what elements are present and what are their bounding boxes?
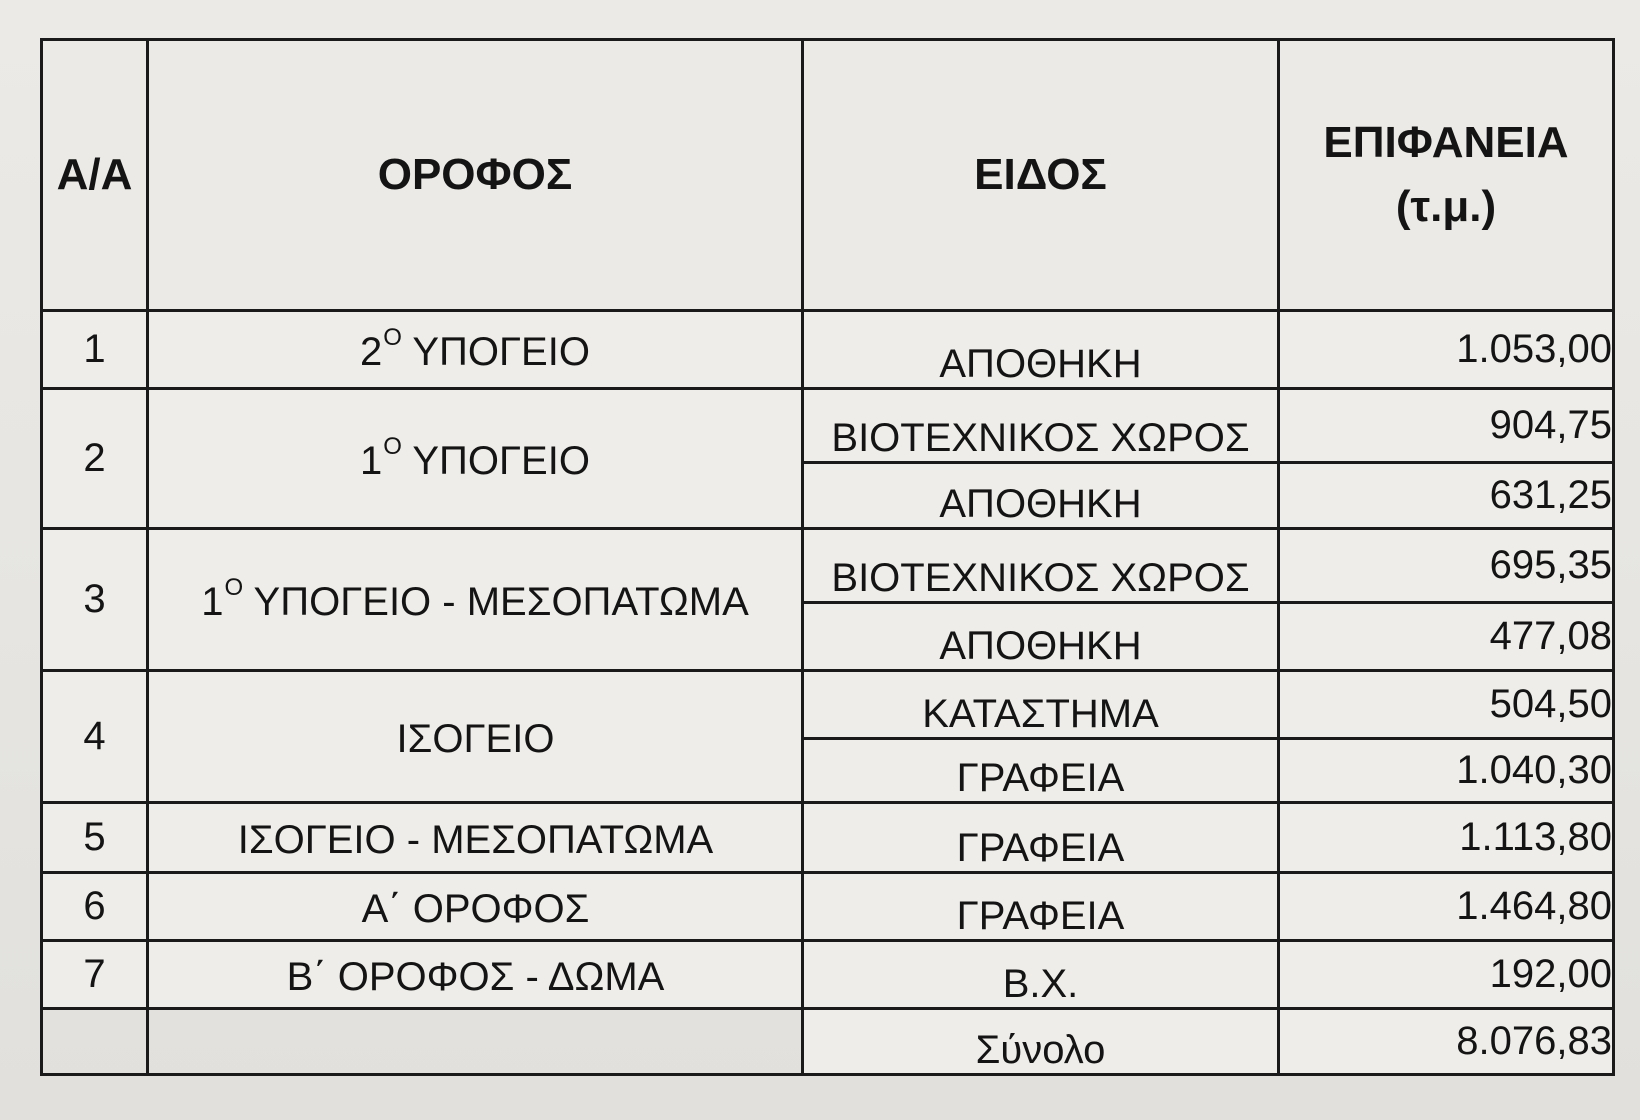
table-row (42, 873, 1614, 941)
area-cell: 695,35 (1279, 529, 1614, 603)
floor-number: 1 (201, 580, 224, 624)
area-cell: 504,50 (1279, 671, 1614, 739)
floor-label: ΥΠΟΓΕΙΟ (401, 439, 590, 483)
floor-cell (148, 311, 803, 389)
floor-cell (148, 671, 803, 803)
floor-label: ΙΣΟΓΕΙΟ - ΜΕΣΟΠΑΤΩΜΑ (237, 818, 714, 862)
row-number-cell: 1 (42, 311, 148, 389)
header-kind: ΕΙΔΟΣ (803, 40, 1279, 311)
area-cell: 192,00 (1279, 941, 1614, 1009)
header-area-line2: (τ.μ.) (1395, 182, 1497, 231)
header-floor: ΟΡΟΦΟΣ (148, 40, 803, 311)
header-row (42, 40, 1614, 311)
floor-cell (148, 803, 803, 873)
table-row (42, 941, 1614, 1009)
header-aa: Α/Α (42, 40, 148, 311)
floor-area-table (40, 38, 1615, 1076)
area-cell: 1.040,30 (1279, 739, 1614, 803)
floor-label: ΥΠΟΓΕΙΟ - ΜΕΣΟΠΑΤΩΜΑ (243, 580, 749, 624)
total-blank-cell (42, 1009, 148, 1075)
floor-ordinal-superscript: Ο (383, 433, 402, 460)
row-number-cell: 7 (42, 941, 148, 1009)
floor-label: Α΄ ΟΡΟΦΟΣ (361, 887, 590, 931)
row-number-cell: 5 (42, 803, 148, 873)
floor-cell (148, 941, 803, 1009)
area-cell: 1.053,00 (1279, 311, 1614, 389)
floor-number: 2 (360, 330, 383, 374)
table-row (42, 529, 1614, 603)
table-row (42, 389, 1614, 463)
table-row (42, 671, 1614, 739)
row-number-cell: 3 (42, 529, 148, 671)
kind-cell: ΒΙΟΤΕΧΝΙΚΟΣ ΧΩΡΟΣ (803, 529, 1279, 603)
row-number-cell: 4 (42, 671, 148, 803)
kind-cell: ΑΠΟΘΗΚΗ (803, 603, 1279, 671)
total-blank-cell (148, 1009, 803, 1075)
area-cell: 1.464,80 (1279, 873, 1614, 941)
kind-cell: ΑΠΟΘΗΚΗ (803, 463, 1279, 529)
kind-cell: ΓΡΑΦΕΙΑ (803, 739, 1279, 803)
floor-label: Β΄ ΟΡΟΦΟΣ - ΔΩΜΑ (286, 955, 665, 999)
floor-label: ΙΣΟΓΕΙΟ (396, 717, 555, 761)
floor-cell (148, 873, 803, 941)
area-cell: 904,75 (1279, 389, 1614, 463)
row-number-cell: 6 (42, 873, 148, 941)
kind-cell: ΚΑΤΑΣΤΗΜΑ (803, 671, 1279, 739)
kind-cell: ΒΙΟΤΕΧΝΙΚΟΣ ΧΩΡΟΣ (803, 389, 1279, 463)
area-cell: 631,25 (1279, 463, 1614, 529)
table-row (42, 803, 1614, 873)
floor-number: 1 (360, 439, 383, 483)
floor-ordinal-superscript: Ο (383, 324, 402, 351)
area-cell: 477,08 (1279, 603, 1614, 671)
floor-cell (148, 389, 803, 529)
kind-cell: ΓΡΑΦΕΙΑ (803, 803, 1279, 873)
kind-cell: ΑΠΟΘΗΚΗ (803, 311, 1279, 389)
header-area (1279, 40, 1614, 311)
floor-label: ΥΠΟΓΕΙΟ (401, 330, 590, 374)
header-area-line1: ΕΠΙΦΑΝΕΙΑ (1323, 118, 1569, 168)
floor-ordinal-superscript: Ο (224, 574, 244, 601)
row-number-cell: 2 (42, 389, 148, 529)
table-body (42, 311, 1614, 1075)
area-cell: 1.113,80 (1279, 803, 1614, 873)
kind-cell: ΓΡΑΦΕΙΑ (803, 873, 1279, 941)
total-value: 8.076,83 (1279, 1009, 1614, 1075)
floor-cell (148, 529, 803, 671)
total-row (42, 1009, 1614, 1075)
total-label: Σύνολο (803, 1009, 1279, 1075)
kind-cell: Β.Χ. (803, 941, 1279, 1009)
table-row (42, 311, 1614, 389)
